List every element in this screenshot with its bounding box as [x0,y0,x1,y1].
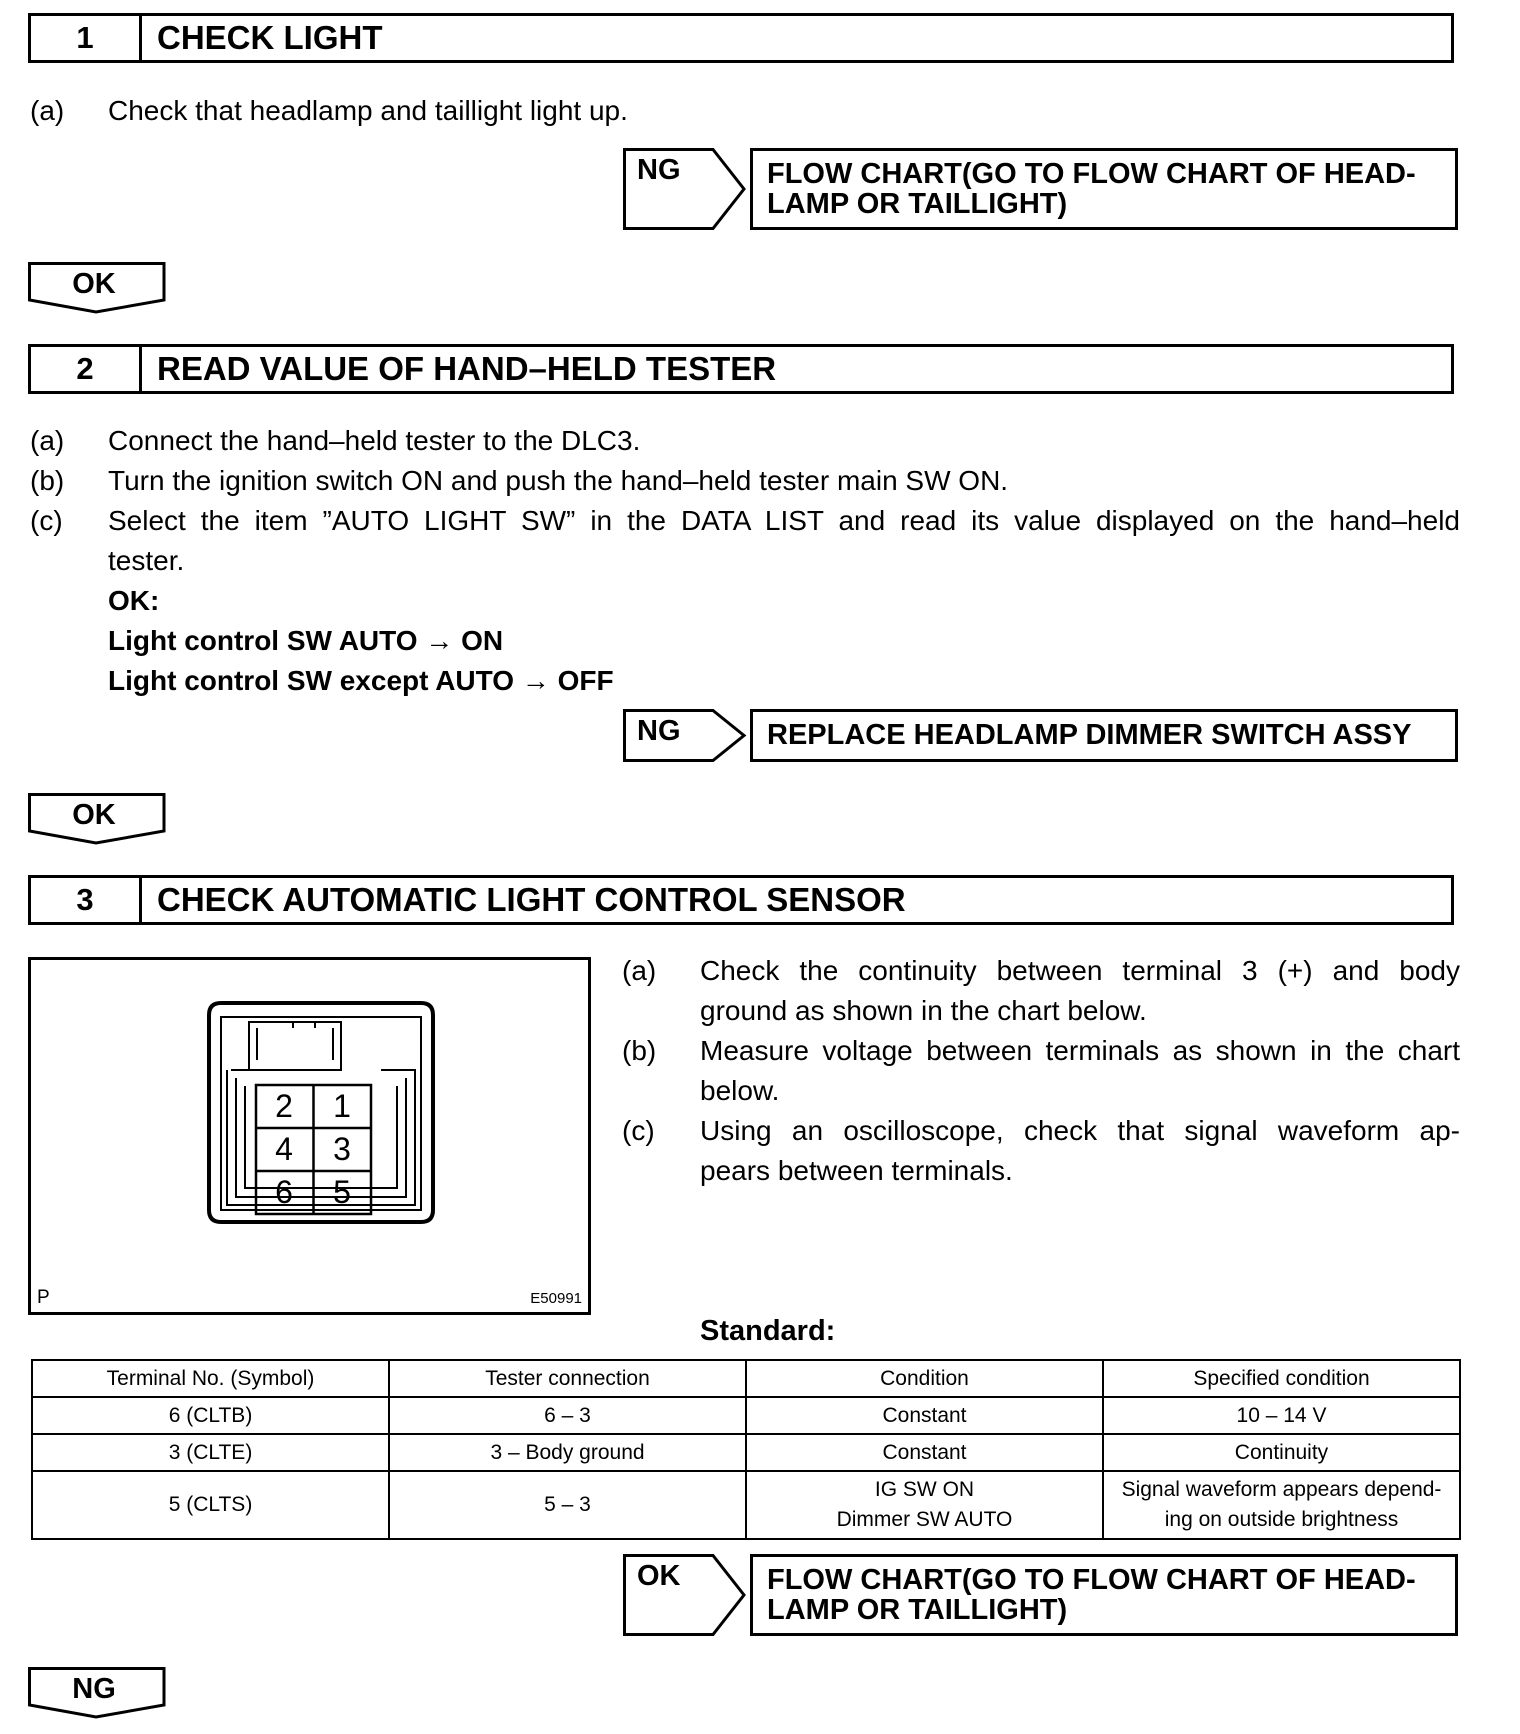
ok-label: OK [72,268,116,300]
table-cell: Constant [746,1434,1103,1471]
cell-line: Signal waveform appears depend- [1121,1478,1442,1501]
table-cell: 5 – 3 [389,1471,746,1539]
figure-corner-left: P [37,1287,50,1308]
table-cell [746,1471,1103,1539]
step-2-header [28,344,1454,394]
table-header: Tester connection [389,1360,746,1397]
ng-tab [28,1667,166,1719]
item-text: Connect the hand–held tester to the DLC3. [108,425,641,456]
pin-label: 1 [333,1088,351,1124]
table-cell: 5 (CLTS) [32,1471,389,1539]
item-text-cont: below. [700,1075,780,1106]
result-line: LAMP OR TAILLIGHT) [767,1594,1068,1626]
item-text: Check that headlamp and taillight light up. [108,95,628,126]
item-text-cont: ground as shown in the chart below. [700,995,1147,1026]
standard-table [31,1359,1461,1540]
item-label: (a) [622,955,657,986]
item-label: (b) [622,1035,657,1066]
pin-label: 3 [333,1131,351,1167]
ok-tab [28,262,166,314]
ok-condition: Light control SW except AUTO → OFF [108,665,614,696]
step-1-header [28,13,1454,63]
ng-arrow [623,148,745,230]
item-label: (c) [622,1115,655,1146]
ok-tab [28,793,166,845]
table-cell [1103,1471,1460,1539]
item-label: (a) [30,95,65,126]
ok-heading: OK: [108,585,160,616]
item-text-cont: tester. [108,545,185,576]
result-line: FLOW CHART(GO TO FLOW CHART OF HEAD- [767,158,1416,190]
item-text: Measure voltage between terminals as shown in the chart [700,1035,1460,1066]
cell-line: Dimmer SW AUTO [836,1508,1013,1531]
result-line: FLOW CHART(GO TO FLOW CHART OF HEAD- [767,1564,1416,1596]
table-row [32,1434,1460,1471]
table-cell: 6 (CLTB) [32,1397,389,1434]
item-text: Turn the ignition switch ON and push the hand–held tester main SW ON. [108,465,1009,496]
ng-label: NG [72,1673,116,1705]
item-text: Select the item ”AUTO LIGHT SW” in the DATA LIST and read its value displayed on the hand–held [108,505,1460,536]
pin-label: 6 [275,1174,293,1210]
table-header: Condition [746,1360,1103,1397]
ng-label: NG [637,715,681,747]
table-row [32,1397,1460,1434]
standard-label: Standard: [700,1315,836,1347]
step-title: CHECK LIGHT [157,19,383,56]
table-header: Specified condition [1103,1360,1460,1397]
item-label: (c) [30,505,63,536]
ok-label: OK [637,1560,681,1592]
table-cell: 10 – 14 V [1103,1397,1460,1434]
pin-label: 2 [275,1088,293,1124]
step-number: 2 [31,347,142,391]
ok-arrow [623,1554,745,1636]
ok-condition: Light control SW AUTO → ON [108,625,504,656]
table-cell: 3 (CLTE) [32,1434,389,1471]
ok-label: OK [72,799,116,831]
item-label: (a) [30,425,65,456]
ok-result-box [750,1554,1458,1636]
step-3-header [28,875,1454,925]
item-label: (b) [30,465,65,496]
pin-label: 4 [275,1131,293,1167]
table-row [32,1471,1460,1539]
ng-result-box [750,709,1458,762]
result-line: LAMP OR TAILLIGHT) [767,188,1068,220]
table-cell: Constant [746,1397,1103,1434]
step-number: 3 [31,878,142,922]
result-line: REPLACE HEADLAMP DIMMER SWITCH ASSY [767,719,1412,751]
cell-line: ing on outside brightness [1164,1508,1399,1531]
connector-figure [28,957,591,1315]
ng-label: NG [637,154,681,186]
ng-result-box [750,148,1458,230]
table-cell: 3 – Body ground [389,1434,746,1471]
step-number: 1 [31,16,142,60]
table-cell: Continuity [1103,1434,1460,1471]
item-text: Using an oscilloscope, check that signal waveform ap- [700,1115,1460,1146]
ng-arrow [623,709,745,762]
pin-label: 5 [333,1174,351,1210]
cell-line: IG SW ON [874,1478,975,1501]
table-header-row [32,1360,1460,1397]
figure-code: E50991 [530,1290,582,1307]
step-title: CHECK AUTOMATIC LIGHT CONTROL SENSOR [157,881,906,918]
item-text-cont: pears between terminals. [700,1155,1013,1186]
item-text: Check the continuity between terminal 3 (+) and body [700,955,1460,986]
table-cell: 6 – 3 [389,1397,746,1434]
step-title: READ VALUE OF HAND–HELD TESTER [157,350,777,387]
table-header: Terminal No. (Symbol) [32,1360,389,1397]
